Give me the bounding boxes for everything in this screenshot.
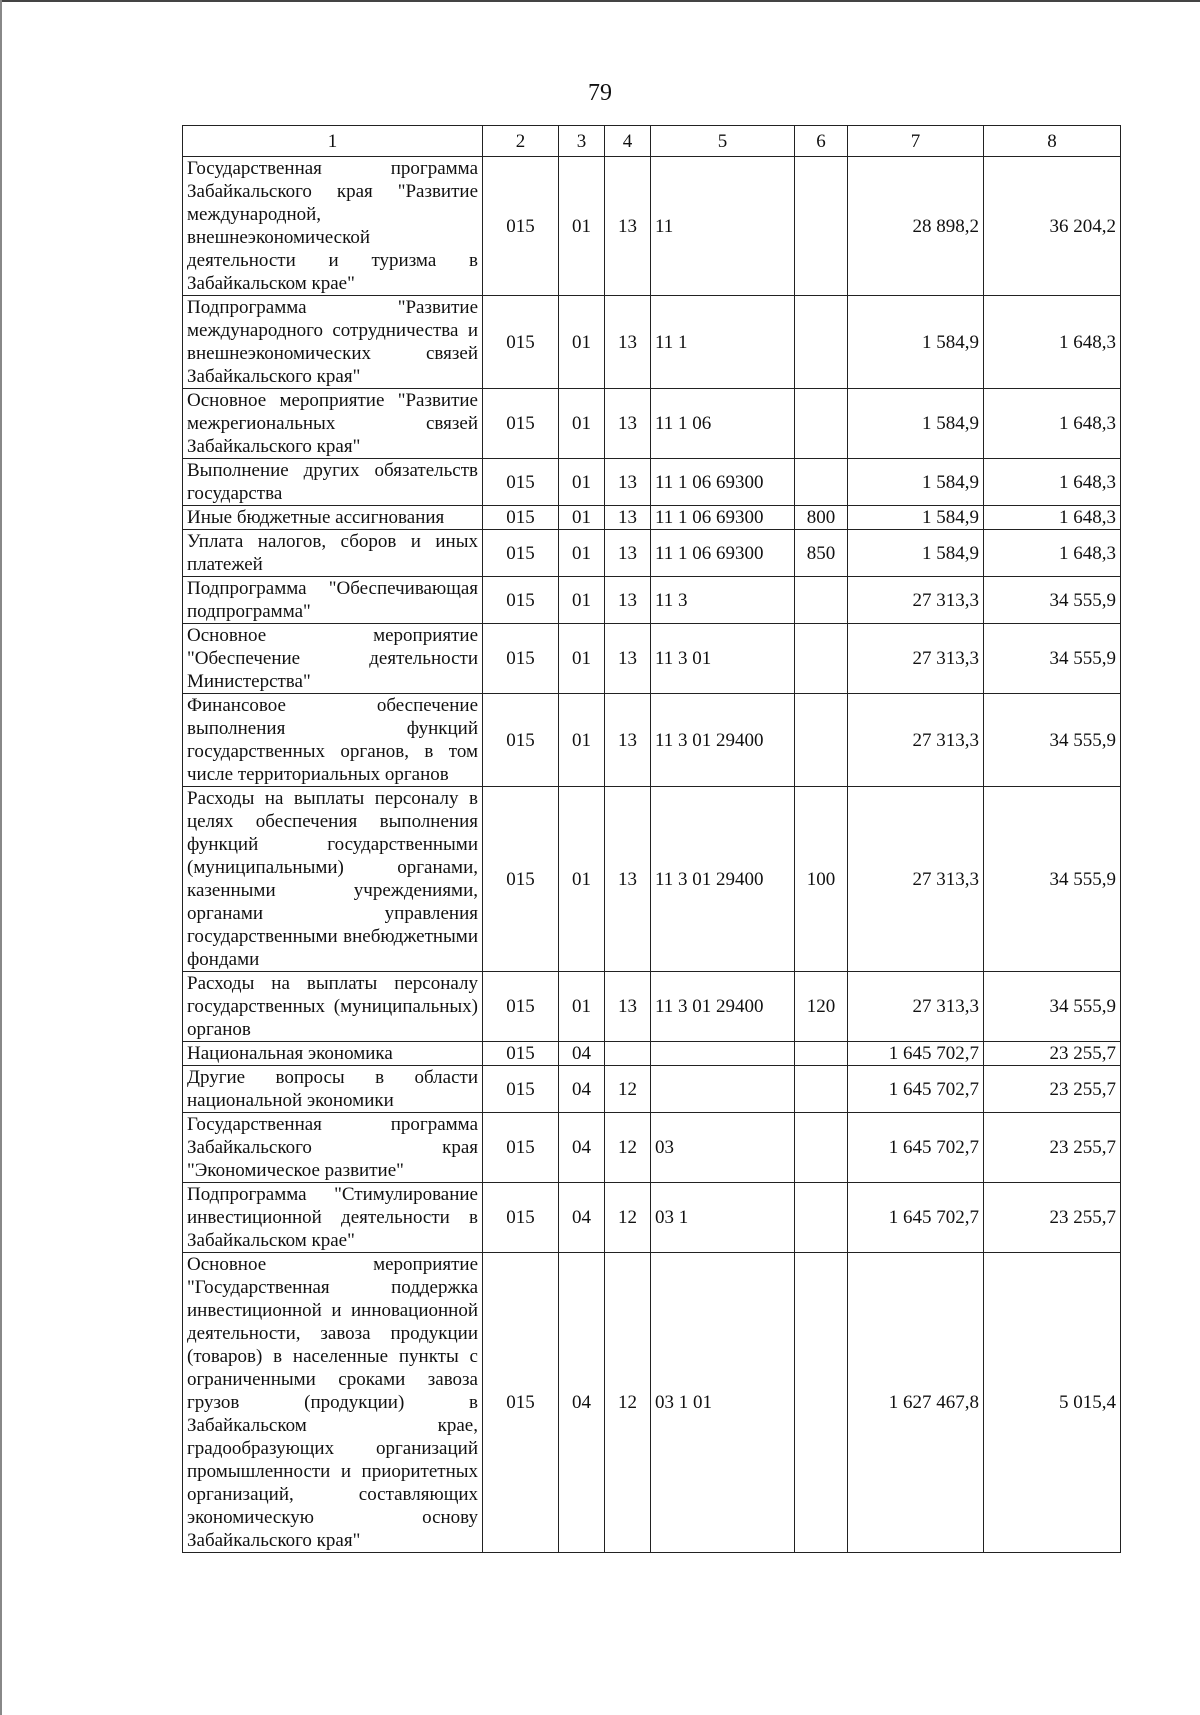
ministry-code: 015 (483, 1042, 559, 1066)
table-row (183, 157, 1121, 296)
section-code: 01 (559, 787, 605, 972)
scan-left-edge (0, 0, 2, 1715)
section-code: 01 (559, 624, 605, 694)
target-article-code: 03 (651, 1113, 795, 1183)
header-cell: 3 (559, 126, 605, 157)
header-row (183, 126, 1121, 157)
section-code: 01 (559, 694, 605, 787)
expense-type-code: 850 (795, 530, 848, 577)
item-name: Подпрограмма "Обеспечивающая подпрограмма" (183, 577, 483, 624)
section-code: 01 (559, 459, 605, 506)
table-row (183, 787, 1121, 972)
amount-col8: 23 255,7 (984, 1113, 1121, 1183)
table-row (183, 972, 1121, 1042)
amount-col8: 23 255,7 (984, 1042, 1121, 1066)
page-number: 79 (588, 80, 612, 106)
item-name: Расходы на выплаты персоналу в целях обеспечения выполнения функций государственными (муниципальными) органами, казенными учреждениями, органами управления государственными внебюджетными фондами (183, 787, 483, 972)
section-code: 01 (559, 577, 605, 624)
header-cell: 7 (848, 126, 984, 157)
amount-col8: 23 255,7 (984, 1183, 1121, 1253)
item-name: Основное мероприятие "Обеспечение деятельности Министерства" (183, 624, 483, 694)
target-article-code: 11 3 (651, 577, 795, 624)
item-name: Национальная экономика (183, 1042, 483, 1066)
amount-col7: 27 313,3 (848, 577, 984, 624)
ministry-code: 015 (483, 1183, 559, 1253)
subsection-code: 13 (605, 577, 651, 624)
ministry-code: 015 (483, 577, 559, 624)
amount-col7: 1 584,9 (848, 530, 984, 577)
table-row (183, 296, 1121, 389)
subsection-code: 13 (605, 296, 651, 389)
subsection-code: 13 (605, 389, 651, 459)
item-name: Выполнение других обязательств государства (183, 459, 483, 506)
amount-col8: 34 555,9 (984, 787, 1121, 972)
subsection-code: 13 (605, 787, 651, 972)
item-name: Подпрограмма "Развитие международного сотрудничества и внешнеэкономических связей Забайкальского края" (183, 296, 483, 389)
section-code: 04 (559, 1183, 605, 1253)
amount-col8: 23 255,7 (984, 1066, 1121, 1113)
section-code: 01 (559, 506, 605, 530)
table-row (183, 624, 1121, 694)
target-article-code: 11 1 06 69300 (651, 459, 795, 506)
subsection-code (605, 1042, 651, 1066)
section-code: 01 (559, 157, 605, 296)
section-code: 04 (559, 1066, 605, 1113)
item-name: Иные бюджетные ассигнования (183, 506, 483, 530)
amount-col7: 27 313,3 (848, 972, 984, 1042)
amount-col7: 1 584,9 (848, 296, 984, 389)
ministry-code: 015 (483, 389, 559, 459)
section-code: 01 (559, 530, 605, 577)
ministry-code: 015 (483, 1066, 559, 1113)
table-row (183, 1253, 1121, 1553)
section-code: 04 (559, 1042, 605, 1066)
ministry-code: 015 (483, 972, 559, 1042)
expense-type-code (795, 1042, 848, 1066)
target-article-code: 11 1 (651, 296, 795, 389)
expense-type-code (795, 577, 848, 624)
target-article-code (651, 1066, 795, 1113)
amount-col7: 1 645 702,7 (848, 1183, 984, 1253)
target-article-code: 03 1 01 (651, 1253, 795, 1553)
amount-col8: 1 648,3 (984, 389, 1121, 459)
expense-type-code (795, 1113, 848, 1183)
amount-col8: 5 015,4 (984, 1253, 1121, 1553)
target-article-code: 11 3 01 29400 (651, 972, 795, 1042)
subsection-code: 12 (605, 1253, 651, 1553)
amount-col8: 34 555,9 (984, 577, 1121, 624)
item-name: Другие вопросы в области национальной экономики (183, 1066, 483, 1113)
header-cell: 4 (605, 126, 651, 157)
subsection-code: 13 (605, 624, 651, 694)
header-cell: 2 (483, 126, 559, 157)
table-body (183, 157, 1121, 1553)
ministry-code: 015 (483, 296, 559, 389)
header-cell: 5 (651, 126, 795, 157)
section-code: 04 (559, 1113, 605, 1183)
subsection-code: 12 (605, 1066, 651, 1113)
subsection-code: 13 (605, 157, 651, 296)
table-row (183, 506, 1121, 530)
section-code: 01 (559, 296, 605, 389)
amount-col8: 34 555,9 (984, 972, 1121, 1042)
ministry-code: 015 (483, 157, 559, 296)
budget-table (182, 125, 1121, 1553)
expense-type-code (795, 1183, 848, 1253)
table-header (183, 126, 1121, 157)
ministry-code: 015 (483, 459, 559, 506)
amount-col7: 28 898,2 (848, 157, 984, 296)
expense-type-code (795, 389, 848, 459)
item-name: Государственная программа Забайкальского края "Экономическое развитие" (183, 1113, 483, 1183)
header-cell: 6 (795, 126, 848, 157)
item-name: Государственная программа Забайкальского края "Развитие международной, внешнеэкономической деятельности и туризма в Забайкальском крае" (183, 157, 483, 296)
item-name: Основное мероприятие "Государственная поддержка инвестиционной и инновационной деятельности, завоза продукции (товаров) в населенные пункты с ограниченными сроками завоза грузов (продукции) в Забайкальском крае, градообразующих организаций промышленности и приоритетных организаций, составляющих экономическую основу Забайкальского края" (183, 1253, 483, 1553)
table-row (183, 530, 1121, 577)
expense-type-code (795, 1066, 848, 1113)
item-name: Расходы на выплаты персоналу государственных (муниципальных) органов (183, 972, 483, 1042)
amount-col7: 1 584,9 (848, 506, 984, 530)
ministry-code: 015 (483, 694, 559, 787)
header-cell: 8 (984, 126, 1121, 157)
section-code: 01 (559, 389, 605, 459)
amount-col7: 27 313,3 (848, 694, 984, 787)
amount-col7: 1 645 702,7 (848, 1113, 984, 1183)
table-row (183, 1183, 1121, 1253)
target-article-code: 11 1 06 (651, 389, 795, 459)
expense-type-code (795, 1253, 848, 1553)
expense-type-code (795, 694, 848, 787)
item-name: Основное мероприятие "Развитие межрегиональных связей Забайкальского края" (183, 389, 483, 459)
subsection-code: 13 (605, 506, 651, 530)
subsection-code: 12 (605, 1113, 651, 1183)
subsection-code: 13 (605, 694, 651, 787)
amount-col8: 1 648,3 (984, 296, 1121, 389)
section-code: 04 (559, 1253, 605, 1553)
subsection-code: 12 (605, 1183, 651, 1253)
expense-type-code (795, 296, 848, 389)
subsection-code: 13 (605, 459, 651, 506)
amount-col8: 1 648,3 (984, 459, 1121, 506)
table-row (183, 694, 1121, 787)
amount-col7: 27 313,3 (848, 624, 984, 694)
ministry-code: 015 (483, 787, 559, 972)
amount-col8: 34 555,9 (984, 694, 1121, 787)
section-code: 01 (559, 972, 605, 1042)
header-cell: 1 (183, 126, 483, 157)
table-row (183, 459, 1121, 506)
ministry-code: 015 (483, 624, 559, 694)
ministry-code: 015 (483, 1113, 559, 1183)
expense-type-code (795, 624, 848, 694)
expense-type-code (795, 157, 848, 296)
amount-col7: 1 627 467,8 (848, 1253, 984, 1553)
ministry-code: 015 (483, 530, 559, 577)
table-row (183, 577, 1121, 624)
target-article-code (651, 1042, 795, 1066)
amount-col7: 1 645 702,7 (848, 1042, 984, 1066)
amount-col8: 36 204,2 (984, 157, 1121, 296)
expense-type-code: 100 (795, 787, 848, 972)
amount-col8: 1 648,3 (984, 506, 1121, 530)
subsection-code: 13 (605, 530, 651, 577)
amount-col7: 1 645 702,7 (848, 1066, 984, 1113)
amount-col8: 34 555,9 (984, 624, 1121, 694)
target-article-code: 11 3 01 (651, 624, 795, 694)
target-article-code: 11 (651, 157, 795, 296)
expense-type-code: 800 (795, 506, 848, 530)
ministry-code: 015 (483, 1253, 559, 1553)
scan-top-edge (0, 0, 1200, 2)
target-article-code: 03 1 (651, 1183, 795, 1253)
amount-col7: 1 584,9 (848, 389, 984, 459)
item-name: Подпрограмма "Стимулирование инвестиционной деятельности в Забайкальском крае" (183, 1183, 483, 1253)
table-row (183, 1113, 1121, 1183)
expense-type-code: 120 (795, 972, 848, 1042)
amount-col8: 1 648,3 (984, 530, 1121, 577)
ministry-code: 015 (483, 506, 559, 530)
target-article-code: 11 1 06 69300 (651, 506, 795, 530)
item-name: Уплата налогов, сборов и иных платежей (183, 530, 483, 577)
target-article-code: 11 3 01 29400 (651, 694, 795, 787)
table-row (183, 1042, 1121, 1066)
target-article-code: 11 3 01 29400 (651, 787, 795, 972)
table-row (183, 1066, 1121, 1113)
target-article-code: 11 1 06 69300 (651, 530, 795, 577)
expense-type-code (795, 459, 848, 506)
item-name: Финансовое обеспечение выполнения функций государственных органов, в том числе территориальных органов (183, 694, 483, 787)
table-row (183, 389, 1121, 459)
amount-col7: 27 313,3 (848, 787, 984, 972)
subsection-code: 13 (605, 972, 651, 1042)
amount-col7: 1 584,9 (848, 459, 984, 506)
